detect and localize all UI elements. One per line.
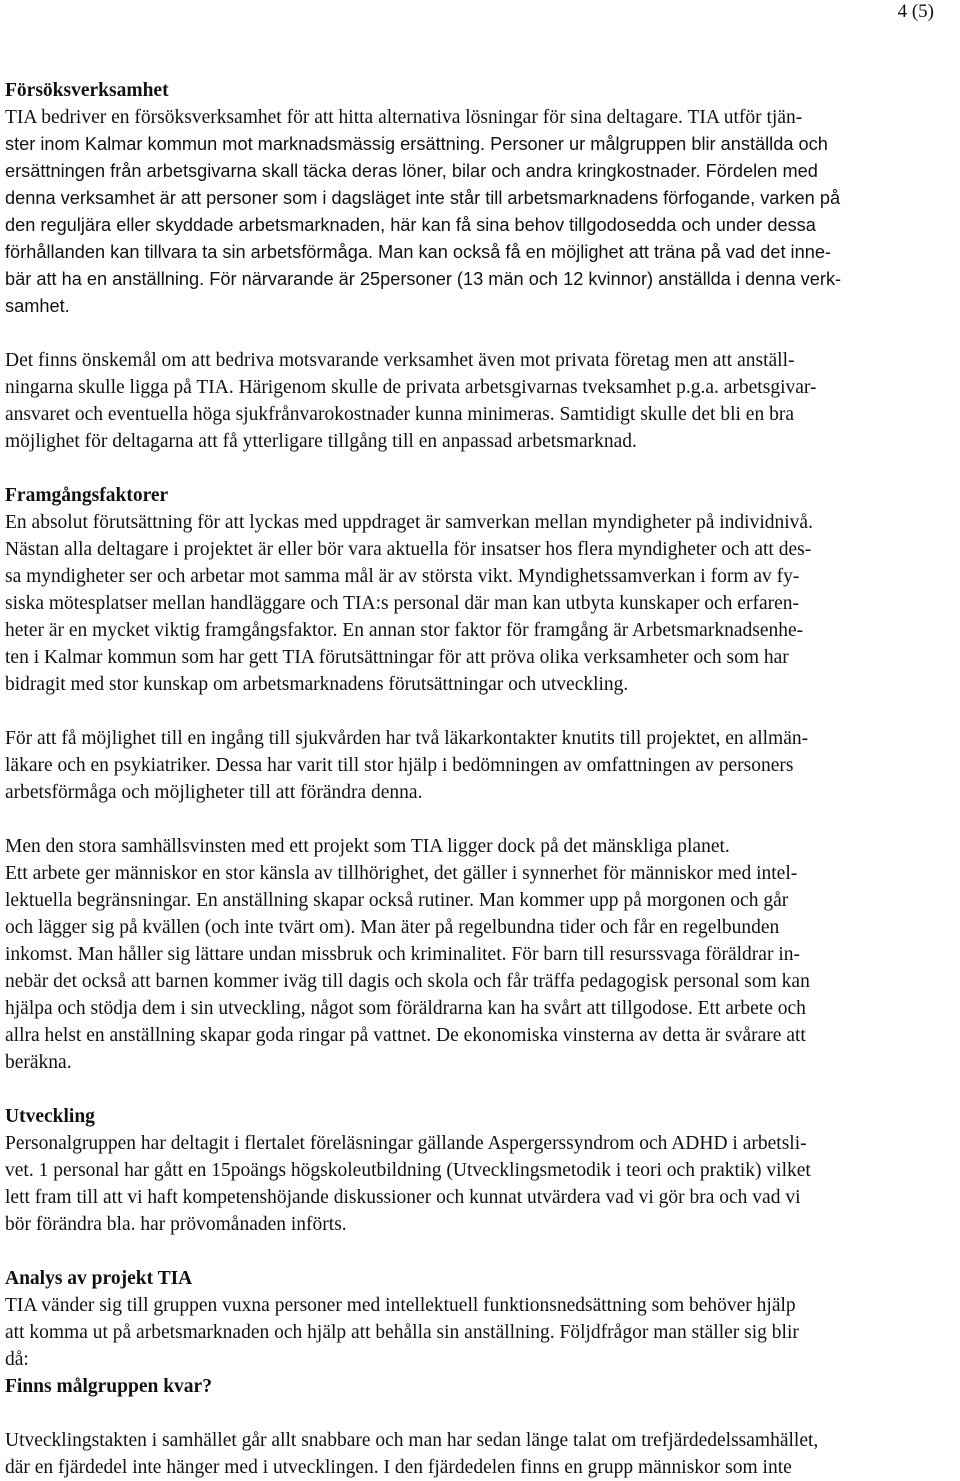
paragraph-spacer	[5, 320, 955, 347]
text-line: Nästan alla deltagare i projektet är eller bör vara aktuella för insatser hos flera myndigheter och att des-	[5, 539, 812, 560]
text-line: ersättningen från arbetsgivarna skall täcka deras löner, bilar och andra kringkostnader. Fördelen med	[5, 161, 818, 181]
text-line: denna verksamhet är att personer som i dagsläget inte står till arbetsmarknadens förfogande, varken på	[5, 188, 841, 208]
text-line: siska mötesplatser mellan handläggare och TIA:s personal där man kan utbyta kunskaper och erfaren-	[5, 593, 799, 614]
text-line: inkomst. Man håller sig lättare undan missbruk och kriminalitet. För barn till resurssvaga föräldrar in-	[5, 944, 800, 965]
paragraph	[5, 1427, 955, 1481]
text-line: och lägger sig på kvällen (och inte tvärt om). Man äter på regelbundna tider och får en regelbunden	[5, 917, 780, 938]
text-line: allra helst en anställning skapar goda ringar på vattnet. De ekonomiska vinsterna av detta är svårare att	[5, 1025, 806, 1046]
text-line: den reguljära eller skyddade arbetsmarknaden, här kan få sina behov tillgodosedda och under dessa	[5, 215, 816, 235]
text-line: lett fram till att vi haft kompetenshöjande diskussioner och kunnat utvärdera vad vi gör bra och vad vi	[5, 1187, 801, 1208]
text-line: Det finns önskemål om att bedriva motsvarande verksamhet även mot privata företag men att anställ-	[5, 350, 795, 371]
text-line: ten i Kalmar kommun som har gett TIA förutsättningar för att pröva olika verksamheter och som har	[5, 647, 789, 668]
paragraph	[5, 1292, 955, 1373]
paragraph-spacer	[5, 806, 955, 833]
text-line: bär att ha en anställning. För närvarande är 25personer (13 män och 12 kvinnor) anställda i denna verk-	[5, 269, 842, 289]
section-heading-finns-malgruppen-kvar: Finns målgruppen kvar?	[5, 1376, 212, 1397]
paragraph-spacer	[5, 1400, 955, 1427]
text-line: där en fjärdedel inte hänger med i utvecklingen. I den fjärdedelen finns en grupp människor som inte	[5, 1457, 792, 1478]
section-heading-analys-av-projekt-tia: Analys av projekt TIA	[5, 1268, 193, 1289]
paragraph-spacer	[5, 1076, 955, 1103]
text-line: arbetsförmåga och möjligheter till att förändra denna.	[5, 782, 423, 803]
text-line: nebär det också att barnen kommer iväg till dagis och skola och får träffa pedagogisk personal som kan	[5, 971, 810, 992]
text-line: heter är en mycket viktig framgångsfaktor. En annan stor faktor för framgång är Arbetsmarknadsenhe-	[5, 620, 804, 641]
text-line: En absolut förutsättning för att lyckas med uppdraget är samverkan mellan myndigheter på individnivå.	[5, 512, 813, 533]
text-line: lektuella begränsningar. En anställning skapar också rutiner. Man kommer upp på morgonen och går	[5, 890, 789, 911]
text-line: TIA bedriver en försöksverksamhet för att hitta alternativa lösningar för sina deltagare. TIA utför tjän-	[5, 107, 803, 128]
text-line: förhållanden kan tillvara ta sin arbetsförmåga. Man kan också få en möjlighet att träna på vad det inne-	[5, 242, 831, 262]
paragraph	[5, 833, 955, 1076]
text-line: möjlighet för deltagarna att få ytterligare tillgång till en anpassad arbetsmarknad.	[5, 431, 637, 452]
section-heading-forsoksverksamhet: Försöksverksamhet	[5, 80, 169, 101]
paragraph	[5, 509, 955, 698]
section-heading-utveckling: Utveckling	[5, 1106, 95, 1127]
paragraph	[5, 104, 955, 320]
text-line: För att få möjlighet till en ingång till sjukvården har två läkarkontakter knutits till projektet, en allmän-	[5, 728, 809, 749]
text-line: att komma ut på arbetsmarknaden och hjälp att behålla sin anställning. Följdfrågor man ställer sig blir	[5, 1322, 799, 1343]
text-line: bidragit med stor kunskap om arbetsmarknadens förutsättningar och utveckling.	[5, 674, 629, 695]
section-heading-framgangsfaktorer: Framgångsfaktorer	[5, 485, 169, 506]
text-line: bör förändra bla. har prövomånaden införts.	[5, 1214, 347, 1235]
text-line: TIA vänder sig till gruppen vuxna personer med intellektuell funktionsnedsättning som behöver hjälp	[5, 1295, 796, 1316]
text-line: sa myndigheter ser och arbetar mot samma mål är av största vikt. Myndighetssamverkan i form av fy-	[5, 566, 800, 587]
text-line: hjälpa och stödja dem i sin utveckling, något som föräldrarna kan ha svårt att tillgodose. Ett arbete och	[5, 998, 806, 1019]
page-number: 4 (5)	[897, 1, 934, 22]
text-line: Personalgruppen har deltagit i flertalet föreläsningar gällande Aspergerssyndrom och ADHD i arbetsli-	[5, 1133, 807, 1154]
text-line: då:	[5, 1349, 29, 1370]
text-line: läkare och en psykiatriker. Dessa har varit till stor hjälp i bedömningen av omfattningen av personers	[5, 755, 794, 776]
text-line: ster inom Kalmar kommun mot marknadsmässig ersättning. Personer ur målgruppen blir anställda och	[5, 134, 828, 154]
paragraph	[5, 725, 955, 806]
text-line: ansvaret och eventuella höga sjukfrånvarokostnader kunna minimeras. Samtidigt skulle det bli en bra	[5, 404, 794, 425]
text-line: vet. 1 personal har gått en 15poängs högskoleutbildning (Utvecklingsmetodik i teori och praktik) vilket	[5, 1160, 811, 1181]
document-body	[5, 77, 955, 1481]
paragraph-spacer	[5, 1238, 955, 1265]
text-line: Utvecklingstakten i samhället går allt snabbare och man har sedan länge talat om trefjärdedelssamhället,	[5, 1430, 819, 1451]
text-line: ningarna skulle ligga på TIA. Härigenom skulle de privata arbetsgivarnas tveksamhet p.g.a. arbetsgivar-	[5, 377, 817, 398]
paragraph-spacer	[5, 698, 955, 725]
paragraph-spacer	[5, 455, 955, 482]
text-line: samhet.	[5, 296, 70, 316]
paragraph	[5, 347, 955, 455]
text-line: Ett arbete ger människor en stor känsla av tillhörighet, det gäller i synnerhet för människor med intel-	[5, 863, 798, 884]
text-line: Men den stora samhällsvinsten med ett projekt som TIA ligger dock på det mänskliga planet.	[5, 836, 730, 857]
paragraph	[5, 1130, 955, 1238]
text-line: beräkna.	[5, 1052, 72, 1073]
